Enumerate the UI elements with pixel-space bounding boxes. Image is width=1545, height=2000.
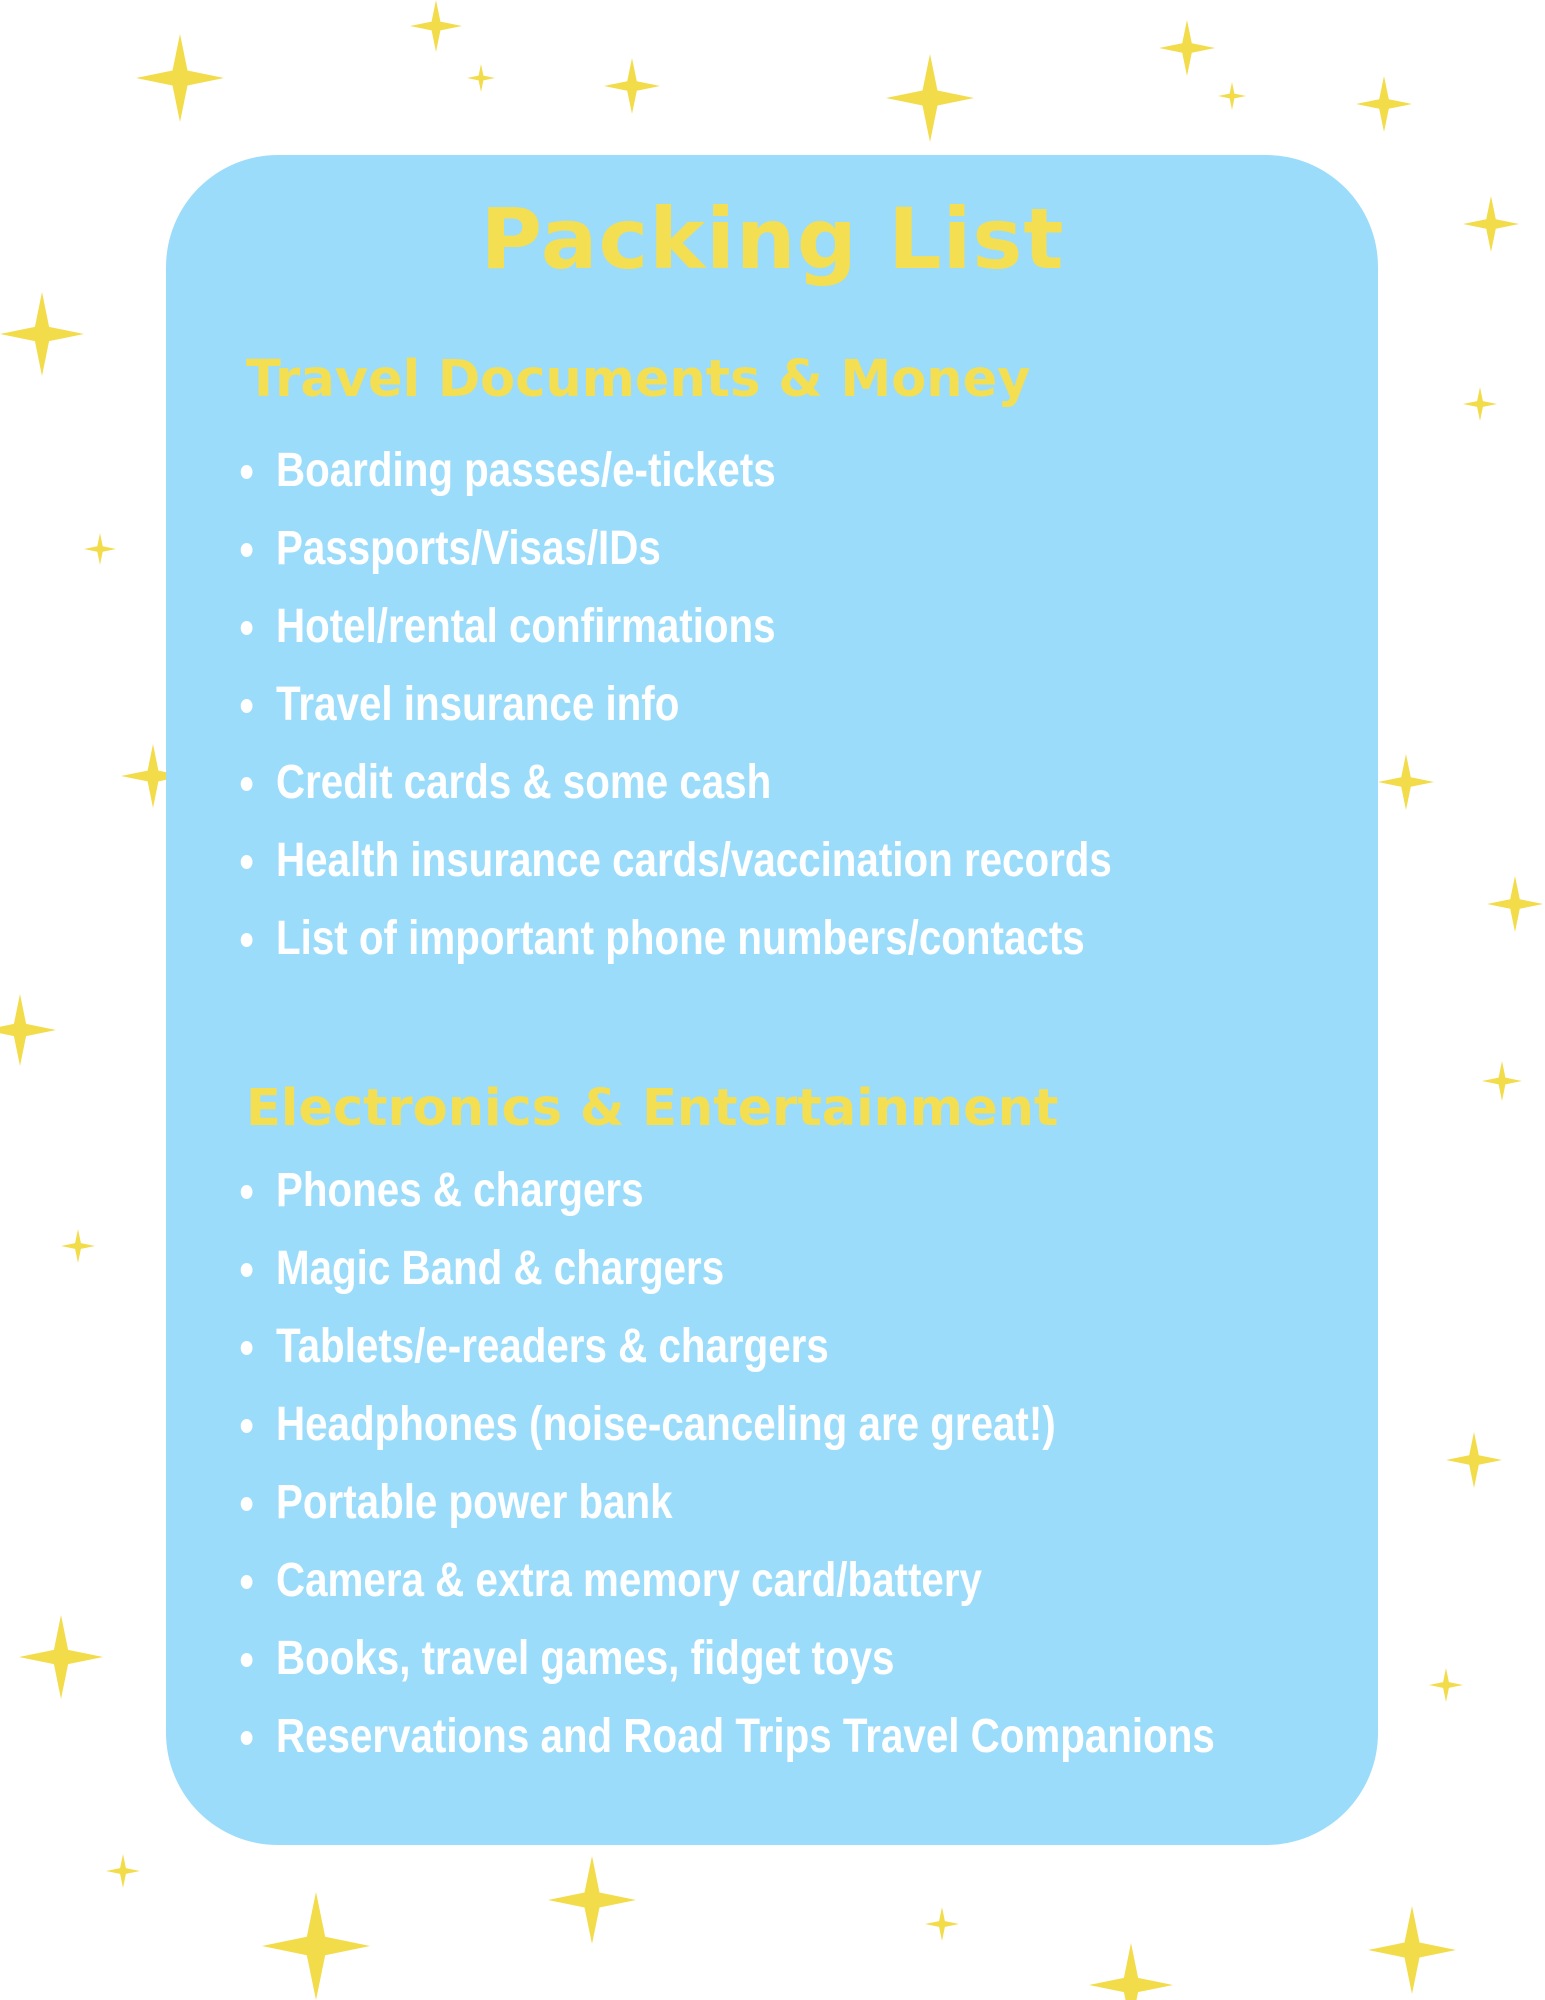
electronics-list <box>234 1158 1402 1782</box>
bullet-icon <box>241 1497 253 1511</box>
list-item <box>234 516 1112 594</box>
list-item <box>234 1626 1215 1704</box>
sparkle-star-icon <box>0 292 84 376</box>
list-item-label: Credit cards & some cash <box>276 756 772 809</box>
bullet-icon <box>241 543 253 557</box>
list-item-label: Travel insurance info <box>276 678 680 731</box>
bullet-icon <box>241 933 253 947</box>
sparkle-star-icon <box>0 994 56 1066</box>
sparkle-star-icon <box>467 64 495 92</box>
sparkle-star-icon <box>548 1856 636 1944</box>
list-item <box>234 1548 1215 1626</box>
sparkle-star-icon <box>925 1907 959 1941</box>
list-item-label: Phones & chargers <box>276 1164 644 1217</box>
sparkle-star-icon <box>604 58 660 114</box>
list-item-label: Hotel/rental confirmations <box>276 600 776 653</box>
list-item-label: Books, travel games, fidget toys <box>276 1632 895 1685</box>
sparkle-star-icon <box>1218 82 1246 110</box>
list-item-label: Reservations and Road Trips Travel Companions <box>276 1710 1215 1763</box>
bullet-icon <box>241 1185 253 1199</box>
sparkle-star-icon <box>106 1854 140 1888</box>
list-item-label: List of important phone numbers/contacts <box>276 912 1085 965</box>
list-item <box>234 1314 1215 1392</box>
list-item-label: Tablets/e-readers & chargers <box>276 1320 829 1373</box>
list-item <box>234 672 1112 750</box>
list-item <box>234 906 1112 984</box>
travel-documents-list <box>234 438 1279 984</box>
section-heading-electronics: Electronics & Entertainment <box>246 1079 1059 1138</box>
page-title: Packing List <box>480 190 1065 288</box>
bullet-icon <box>241 1653 253 1667</box>
bullet-icon <box>241 1575 253 1589</box>
list-item-label: Passports/Visas/IDs <box>276 522 661 575</box>
sparkle-star-icon <box>1356 76 1412 132</box>
list-item <box>234 438 1112 516</box>
list-item-label: Camera & extra memory card/battery <box>276 1554 982 1607</box>
sparkle-star-icon <box>410 0 462 52</box>
sparkle-star-icon <box>1463 387 1497 421</box>
list-item <box>234 828 1112 906</box>
list-item-label: Magic Band & chargers <box>276 1242 725 1295</box>
sparkle-star-icon <box>1159 20 1215 76</box>
list-item-label: Portable power bank <box>276 1476 673 1529</box>
list-item <box>234 750 1112 828</box>
bullet-icon <box>241 1419 253 1433</box>
bullet-icon <box>241 855 253 869</box>
bullet-icon <box>241 465 253 479</box>
bullet-icon <box>241 1263 253 1277</box>
bullet-icon <box>241 699 253 713</box>
bullet-icon <box>241 777 253 791</box>
sparkle-star-icon <box>1089 1943 1173 2000</box>
list-item-label: Boarding passes/e-tickets <box>276 444 776 497</box>
sparkle-star-icon <box>1446 1432 1502 1488</box>
sparkle-star-icon <box>19 1615 103 1699</box>
sparkle-star-icon <box>1487 876 1543 932</box>
sparkle-star-icon <box>1482 1061 1522 1101</box>
bullet-icon <box>241 1341 253 1355</box>
sparkle-star-icon <box>136 34 224 122</box>
sparkle-star-icon <box>1429 1668 1463 1702</box>
list-item-label: Health insurance cards/vaccination records <box>276 834 1112 887</box>
bullet-icon <box>241 621 253 635</box>
sparkle-star-icon <box>84 533 116 565</box>
sparkle-star-icon <box>262 1892 370 2000</box>
list-item <box>234 1470 1215 1548</box>
sparkle-star-icon <box>886 54 974 142</box>
list-item <box>234 594 1112 672</box>
list-item <box>234 1392 1215 1470</box>
list-item <box>234 1158 1215 1236</box>
sparkle-star-icon <box>61 1229 95 1263</box>
list-item <box>234 1704 1215 1782</box>
sparkle-star-icon <box>1368 1906 1456 1994</box>
sparkle-star-icon <box>1378 754 1434 810</box>
section-heading-travel-documents: Travel Documents & Money <box>246 350 1031 409</box>
bullet-icon <box>241 1731 253 1745</box>
list-item <box>234 1236 1215 1314</box>
list-item-label: Headphones (noise-canceling are great!) <box>276 1398 1056 1451</box>
